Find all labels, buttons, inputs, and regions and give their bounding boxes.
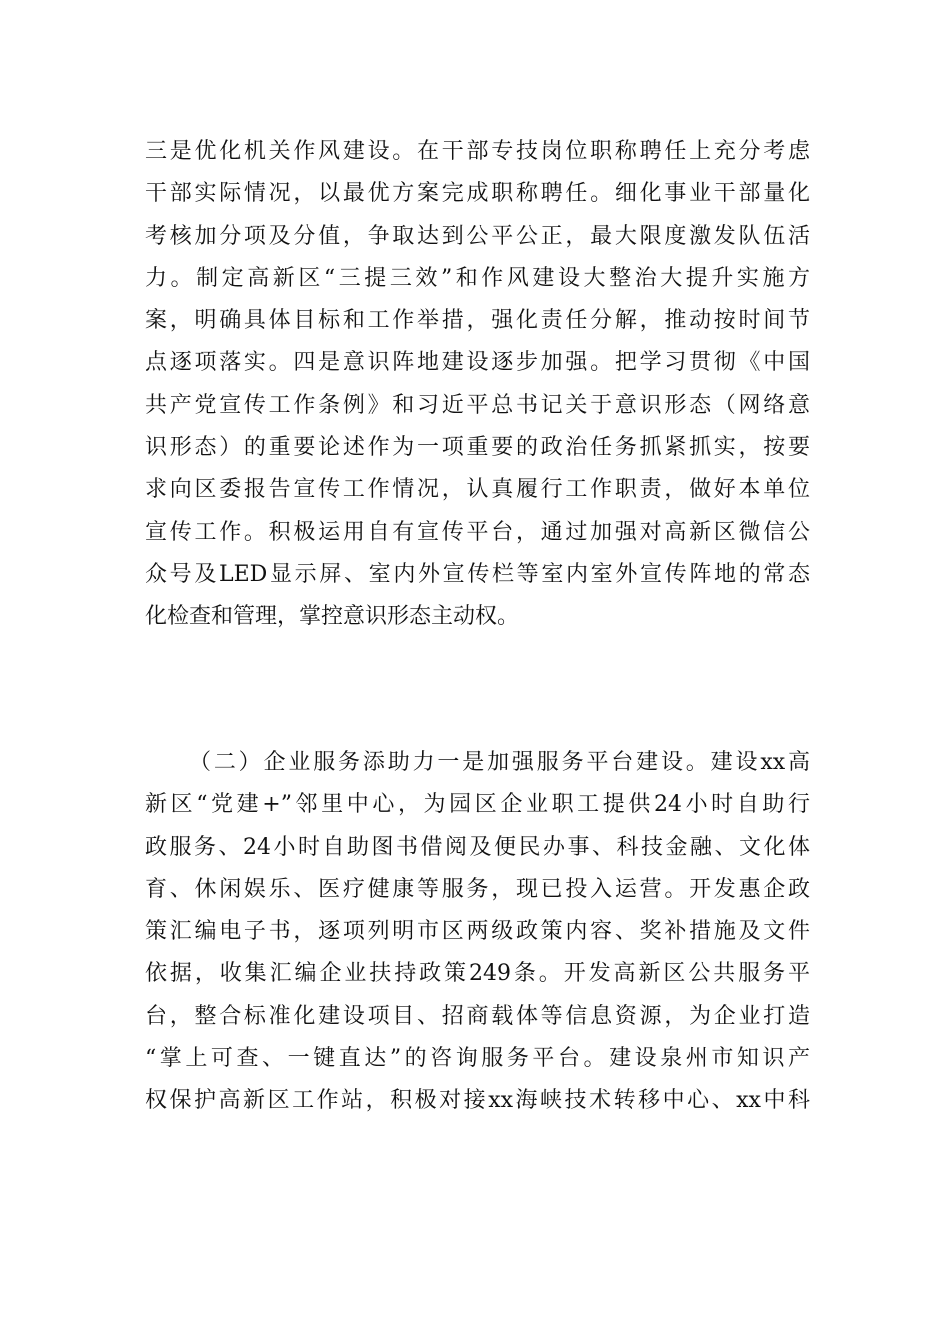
paragraph-line: 点逐项落实。四是意识阵地建设逐步加强。把学习贯彻《中国 (145, 350, 810, 376)
paragraph-line: 台，整合标准化建设项目、招商载体等信息资源，为企业打造 (145, 1003, 810, 1029)
paragraph-work-style (145, 131, 810, 639)
paragraph-line: 众号及LED显示屏、室内外宣传栏等室内室外宣传阵地的常态 (145, 561, 810, 587)
paragraph-line: 化检查和管理，掌控意识形态主动权。 (145, 604, 520, 630)
paragraph-line: 求向区委报告宣传工作情况，认真履行工作职责，做好本单位 (145, 477, 810, 503)
paragraph-line: 力。制定高新区“三提三效”和作风建设大整治大提升实施方 (145, 265, 810, 291)
paragraph-line: “掌上可查、一键直达”的咨询服务平台。建设泉州市知识产 (145, 1046, 810, 1072)
paragraph-line: 政服务、24小时自助图书借阅及便民办事、科技金融、文化体 (145, 834, 810, 860)
paragraph-line: 考核加分项及分值，争取达到公平公正，最大限度激发队伍活 (145, 223, 810, 249)
paragraph-line: 育、休闲娱乐、医疗健康等服务，现已投入运营。开发惠企政 (145, 876, 810, 902)
paragraph-line: 共产党宣传工作条例》和习近平总书记关于意识形态（网络意 (145, 392, 810, 418)
paragraph-line: 策汇编电子书，逐项列明市区两级政策内容、奖补措施及文件 (145, 919, 810, 945)
paragraph-line: 新区“党建+”邻里中心，为园区企业职工提供24小时自助行 (145, 792, 810, 818)
paragraph-line: 案，明确具体目标和工作举措，强化责任分解，推动按时间节 (145, 308, 810, 334)
paragraph-line: 识形态）的重要论述作为一项重要的政治任务抓紧抓实，按要 (145, 435, 810, 461)
paragraph-line: 权保护高新区工作站，积极对接xx海峡技术转移中心、xx中科 (145, 1088, 810, 1114)
paragraph-enterprise-service (145, 742, 810, 1123)
paragraph-line: 三是优化机关作风建设。在干部专技岗位职称聘任上充分考虑 (145, 139, 810, 164)
paragraph-line: （二）企业服务添助力一是加强服务平台建设。建设xx高 (189, 750, 810, 775)
paragraph-line: 宣传工作。积极运用自有宣传平台，通过加强对高新区微信公 (145, 519, 810, 545)
paragraph-line: 干部实际情况，以最优方案完成职称聘任。细化事业干部量化 (145, 181, 810, 207)
paragraph-line: 依据，收集汇编企业扶持政策249条。开发高新区公共服务平 (145, 961, 810, 987)
